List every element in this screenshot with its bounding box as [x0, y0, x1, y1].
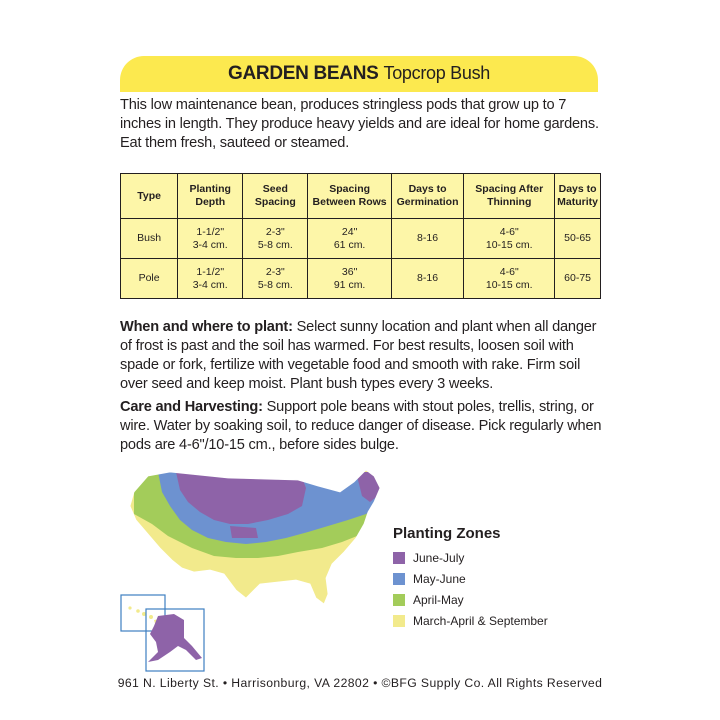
table-header-row [121, 174, 601, 219]
legend-label: March-April & September [413, 613, 548, 628]
legend-item [393, 568, 548, 589]
care-text: Support pole beans with stout poles, trellis, string, or wire. Water by soaking soil, to reduce danger of disease. Pick regularly when pods are 4-6"/10-15 cm., before sides bulge. [120, 399, 602, 453]
intro-text: This low maintenance bean, produces stringless pods that grow up to 7 inches in length. They produce heavy yields and are ideal for home gardens. Eat them fresh, sauteed or steamed. [120, 97, 599, 151]
rows-cm: 61 cm. [333, 238, 366, 251]
planting-table [120, 173, 601, 299]
depth-cm: 3-4 cm. [192, 278, 228, 291]
cell-thin [464, 219, 555, 259]
legend-label: April-May [413, 592, 464, 607]
zone-legend [393, 525, 548, 631]
thin-in: 4-6" [499, 265, 519, 278]
seed-in: 2-3" [265, 225, 285, 238]
col-thinning: Spacing After Thinning [464, 174, 555, 219]
legend-swatch [393, 615, 405, 627]
planting-zone-map [118, 462, 408, 674]
col-depth: Planting Depth [178, 174, 243, 219]
table-row [121, 219, 601, 259]
cell-depth [178, 259, 243, 299]
cell-rows [308, 259, 391, 299]
col-germination: Days to Germination [391, 174, 463, 219]
legend-swatch [393, 594, 405, 606]
cell-thin [464, 259, 555, 299]
seed-cm: 5-8 cm. [257, 238, 293, 251]
product-name: GARDEN BEANS [228, 63, 379, 84]
col-seed-spacing: Seed Spacing [243, 174, 308, 219]
cell-maturity: 60-75 [555, 259, 601, 299]
col-maturity: Days to Maturity [555, 174, 601, 219]
cell-type: Pole [121, 259, 178, 299]
planting-instructions [120, 318, 604, 394]
title-banner [120, 56, 598, 92]
seed-in: 2-3" [265, 265, 285, 278]
rows-cm: 91 cm. [333, 278, 366, 291]
col-row-spacing: Spacing Between Rows [308, 174, 391, 219]
alaska-zone [148, 614, 202, 662]
legend-label: May-June [413, 571, 466, 586]
cell-maturity: 50-65 [555, 219, 601, 259]
cell-seed [243, 219, 308, 259]
legend-title: Planting Zones [393, 525, 501, 542]
thin-in: 4-6" [499, 225, 519, 238]
depth-cm: 3-4 cm. [192, 238, 228, 251]
footer-address: 961 N. Liberty St. • Harrisonburg, VA 22802 • ©BFG Supply Co. All Rights Reserved [117, 676, 603, 690]
thin-cm: 10-15 cm. [485, 278, 533, 291]
rows-in: 36" [341, 265, 358, 278]
table-row [121, 259, 601, 299]
legend-item [393, 547, 548, 568]
planting-text: Select sunny location and plant when all danger of frost is past and the soil has warmed. For best results, loosen soil with spade or fork, fertilize with vegetable food and smooth with rake. Firm soil over seed and keep moist. Plant bush types every 3 weeks. [120, 319, 597, 392]
legend-label: June-July [413, 550, 465, 565]
depth-in: 1-1/2" [196, 265, 225, 278]
cell-germ: 8-16 [391, 219, 463, 259]
legend-item [393, 610, 548, 631]
thin-cm: 10-15 cm. [485, 238, 533, 251]
seed-cm: 5-8 cm. [257, 278, 293, 291]
cell-seed [243, 259, 308, 299]
cell-depth [178, 219, 243, 259]
legend-swatch [393, 552, 405, 564]
rows-in: 24" [341, 225, 358, 238]
cell-rows [308, 219, 391, 259]
care-instructions [120, 398, 604, 455]
legend-swatch [393, 573, 405, 585]
cell-type: Bush [121, 219, 178, 259]
legend-item [393, 589, 548, 610]
product-title [228, 63, 490, 85]
planting-heading: When and where to plant: [120, 319, 293, 335]
product-variety: Topcrop Bush [383, 63, 490, 83]
cell-germ: 8-16 [391, 259, 463, 299]
col-type: Type [121, 174, 178, 219]
depth-in: 1-1/2" [196, 225, 225, 238]
care-heading: Care and Harvesting: [120, 399, 263, 415]
